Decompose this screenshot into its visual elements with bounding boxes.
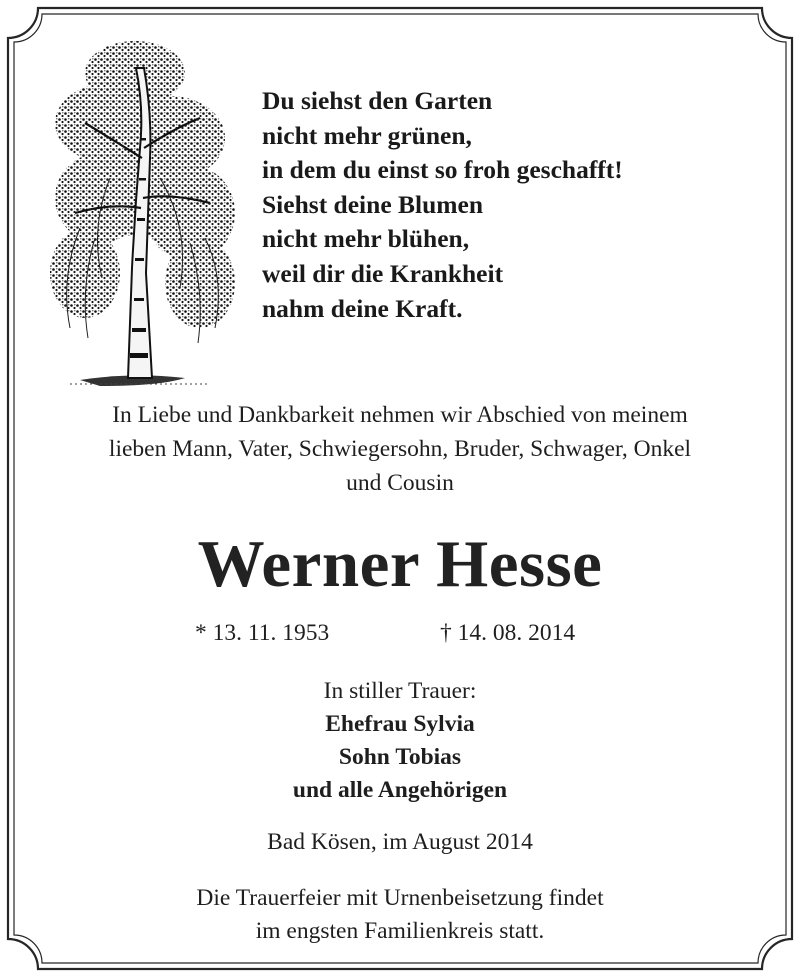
mourners: [0, 675, 800, 807]
mourner-name: Ehefrau Sylvia: [325, 711, 475, 737]
intro-line: lieben Mann, Vater, Schwiegersohn, Bruder, Schwager, Onkel: [108, 436, 692, 462]
place-date: Bad Kösen, im August 2014: [267, 829, 533, 855]
mourner-name: und alle Angehörigen: [292, 777, 508, 803]
poem-line: nicht mehr blühen,: [262, 224, 470, 254]
poem-line: weil dir die Krankheit: [262, 258, 504, 288]
funeral-line: Die Trauerfeier mit Urnenbeisetzung findet: [196, 885, 604, 911]
funeral-notice: [0, 882, 800, 948]
poem-line: Siehst deine Blumen: [262, 189, 484, 219]
intro-line: und Cousin: [346, 470, 454, 496]
intro-line: In Liebe und Dankbarkeit nehmen wir Abschied von meinem: [112, 402, 688, 428]
birch-tree-icon: [40, 28, 240, 393]
funeral-line: im engsten Familienkreis statt.: [255, 918, 545, 944]
poem-line: nahm deine Kraft.: [262, 293, 463, 323]
poem-line: nicht mehr grünen,: [262, 120, 472, 150]
poem-line: Du siehst den Garten: [262, 86, 493, 115]
birth-date: * 13. 11. 1953: [195, 620, 330, 646]
mourner-name: Sohn Tobias: [338, 744, 462, 770]
intro-text: [0, 398, 800, 500]
poem: [262, 84, 623, 326]
deceased-name: Werner Hesse: [197, 527, 603, 601]
poem-line: in dem du einst so froh geschafft!: [262, 155, 623, 185]
death-date: † 14. 08. 2014: [440, 620, 576, 646]
mourners-heading: In stiller Trauer:: [323, 678, 477, 704]
